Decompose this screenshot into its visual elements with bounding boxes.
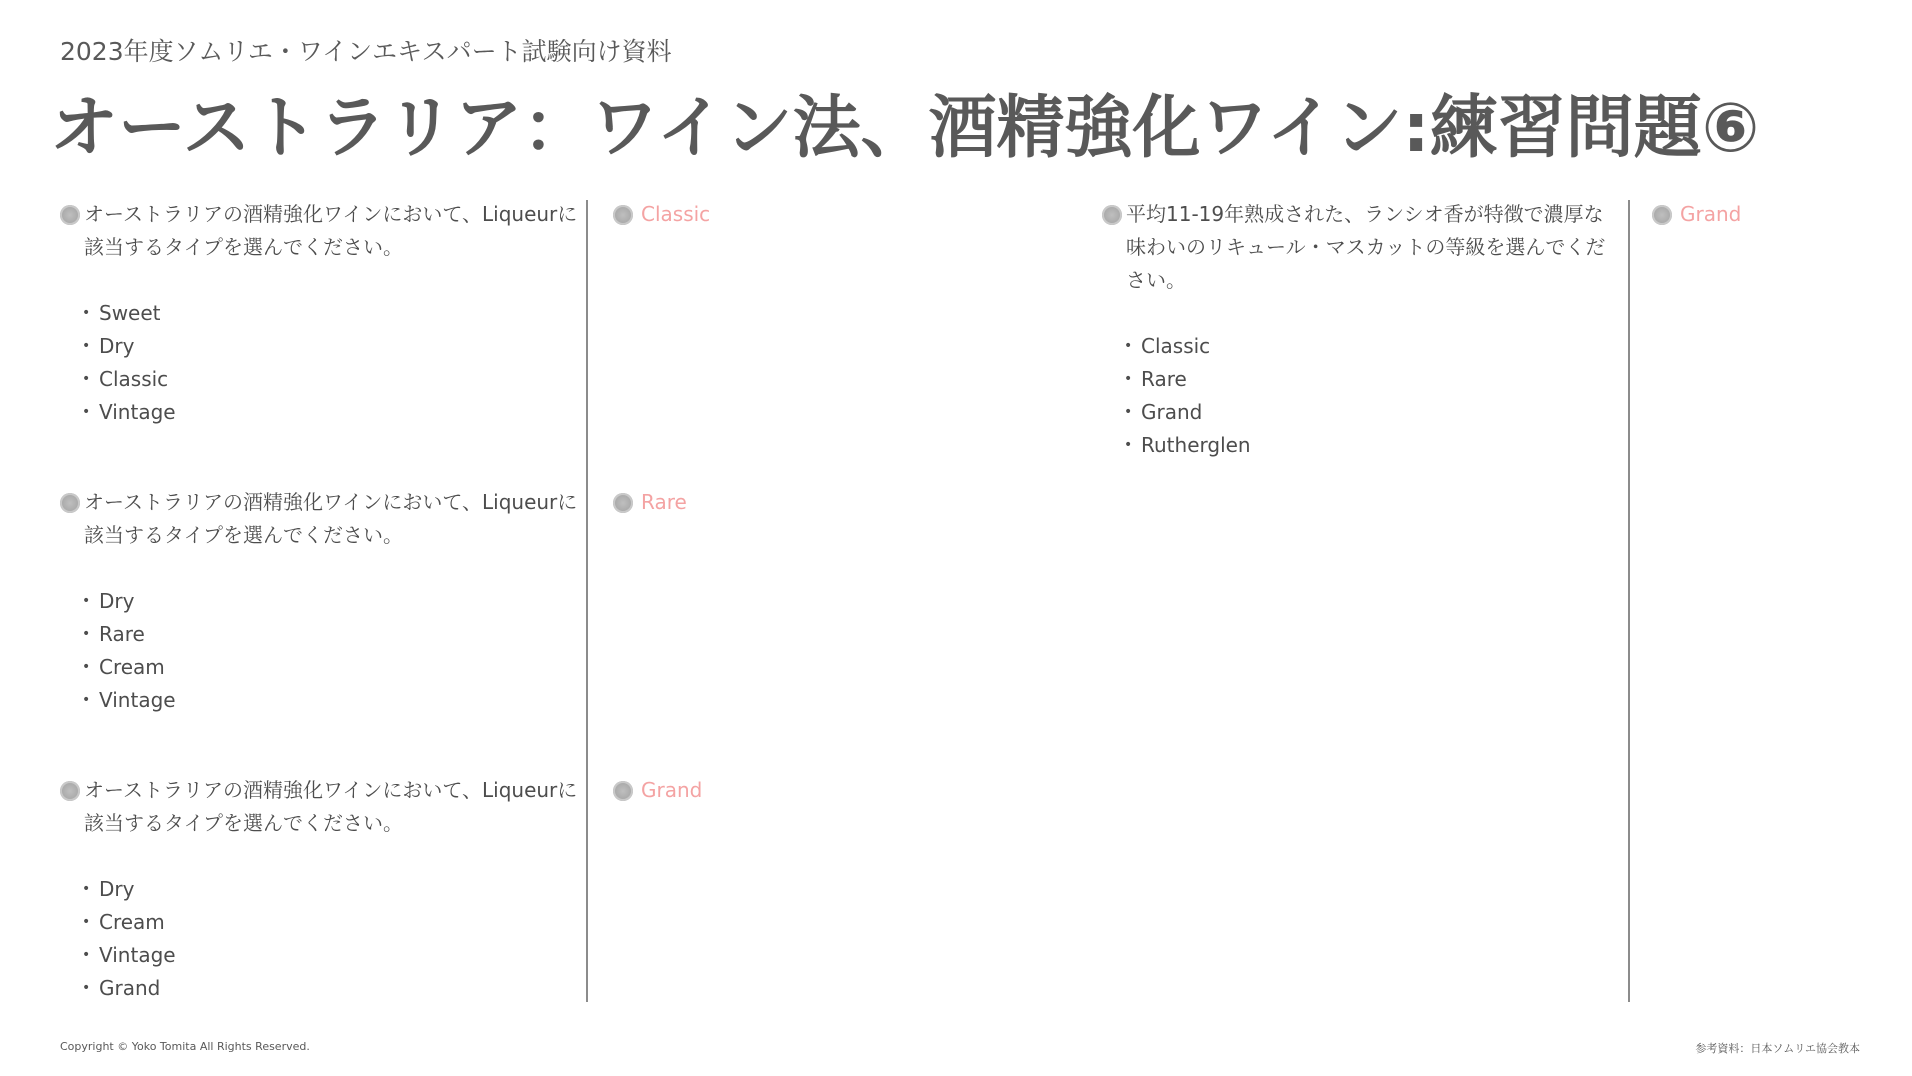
question-text xyxy=(1102,198,1622,297)
option-item: • Vintage xyxy=(82,396,580,429)
question-3 xyxy=(60,774,580,1005)
page-title: オーストラリア：ワイン法、酒精強化ワイン:練習問題⑥ xyxy=(50,89,1760,168)
column-divider-left xyxy=(586,200,588,1002)
column-divider-right xyxy=(1628,200,1630,1002)
question-2 xyxy=(60,486,580,717)
option-item: • Classic xyxy=(1124,330,1622,363)
option-item: • Vintage xyxy=(82,684,580,717)
circle-bullet-icon xyxy=(60,781,80,801)
circle-bullet-icon xyxy=(60,205,80,225)
option-item: • Rare xyxy=(1124,363,1622,396)
question-text xyxy=(60,774,580,840)
question-text xyxy=(60,486,580,552)
option-list xyxy=(1102,330,1622,462)
option-item: • Classic xyxy=(82,363,580,396)
option-item: • Dry xyxy=(82,585,580,618)
reference-text: 参考資料：日本ソムリエ協会教本 xyxy=(1695,1042,1860,1055)
answer-1 xyxy=(613,198,710,231)
circle-bullet-icon xyxy=(60,493,80,513)
option-list xyxy=(60,873,580,1005)
question-4 xyxy=(1102,198,1622,462)
option-item: • Cream xyxy=(82,906,580,939)
answer-4 xyxy=(1652,198,1741,231)
deck-subtitle: 2023年度ソムリエ・ワインエキスパート試験向け資料 xyxy=(60,37,672,66)
option-item: • Vintage xyxy=(82,939,580,972)
option-list xyxy=(60,297,580,429)
question-1 xyxy=(60,198,580,429)
question-4-text: 平均11-19年熟成された、ランシオ香が特徴で濃厚な味わいのリキュール・マスカットの等級を選んでください。 xyxy=(1126,202,1606,292)
question-text xyxy=(60,198,580,264)
option-item: • Dry xyxy=(82,873,580,906)
question-2-text: オーストラリアの酒精強化ワインにおいて、Liqueurに該当するタイプを選んでください。 xyxy=(84,490,578,547)
circle-bullet-icon xyxy=(613,205,633,225)
answer-3-text: Grand xyxy=(641,778,703,802)
question-1-text: オーストラリアの酒精強化ワインにおいて、Liqueurに該当するタイプを選んでください。 xyxy=(84,202,578,259)
answer-3 xyxy=(613,774,702,807)
option-list xyxy=(60,585,580,717)
circle-bullet-icon xyxy=(613,493,633,513)
option-item: • Sweet xyxy=(82,297,580,330)
answer-4-text: Grand xyxy=(1680,202,1742,226)
answer-2-text: Rare xyxy=(641,490,687,514)
question-3-text: オーストラリアの酒精強化ワインにおいて、Liqueurに該当するタイプを選んでください。 xyxy=(84,778,578,835)
option-item: • Grand xyxy=(82,972,580,1005)
answer-2 xyxy=(613,486,687,519)
option-item: • Rare xyxy=(82,618,580,651)
option-item: • Cream xyxy=(82,651,580,684)
option-item: • Rutherglen xyxy=(1124,429,1622,462)
option-item: • Dry xyxy=(82,330,580,363)
answer-1-text: Classic xyxy=(641,202,711,226)
copyright-text: Copyright © Yoko Tomita All Rights Reserved. xyxy=(60,1040,310,1053)
circle-bullet-icon xyxy=(1102,205,1122,225)
circle-bullet-icon xyxy=(1652,205,1672,225)
option-item: • Grand xyxy=(1124,396,1622,429)
circle-bullet-icon xyxy=(613,781,633,801)
